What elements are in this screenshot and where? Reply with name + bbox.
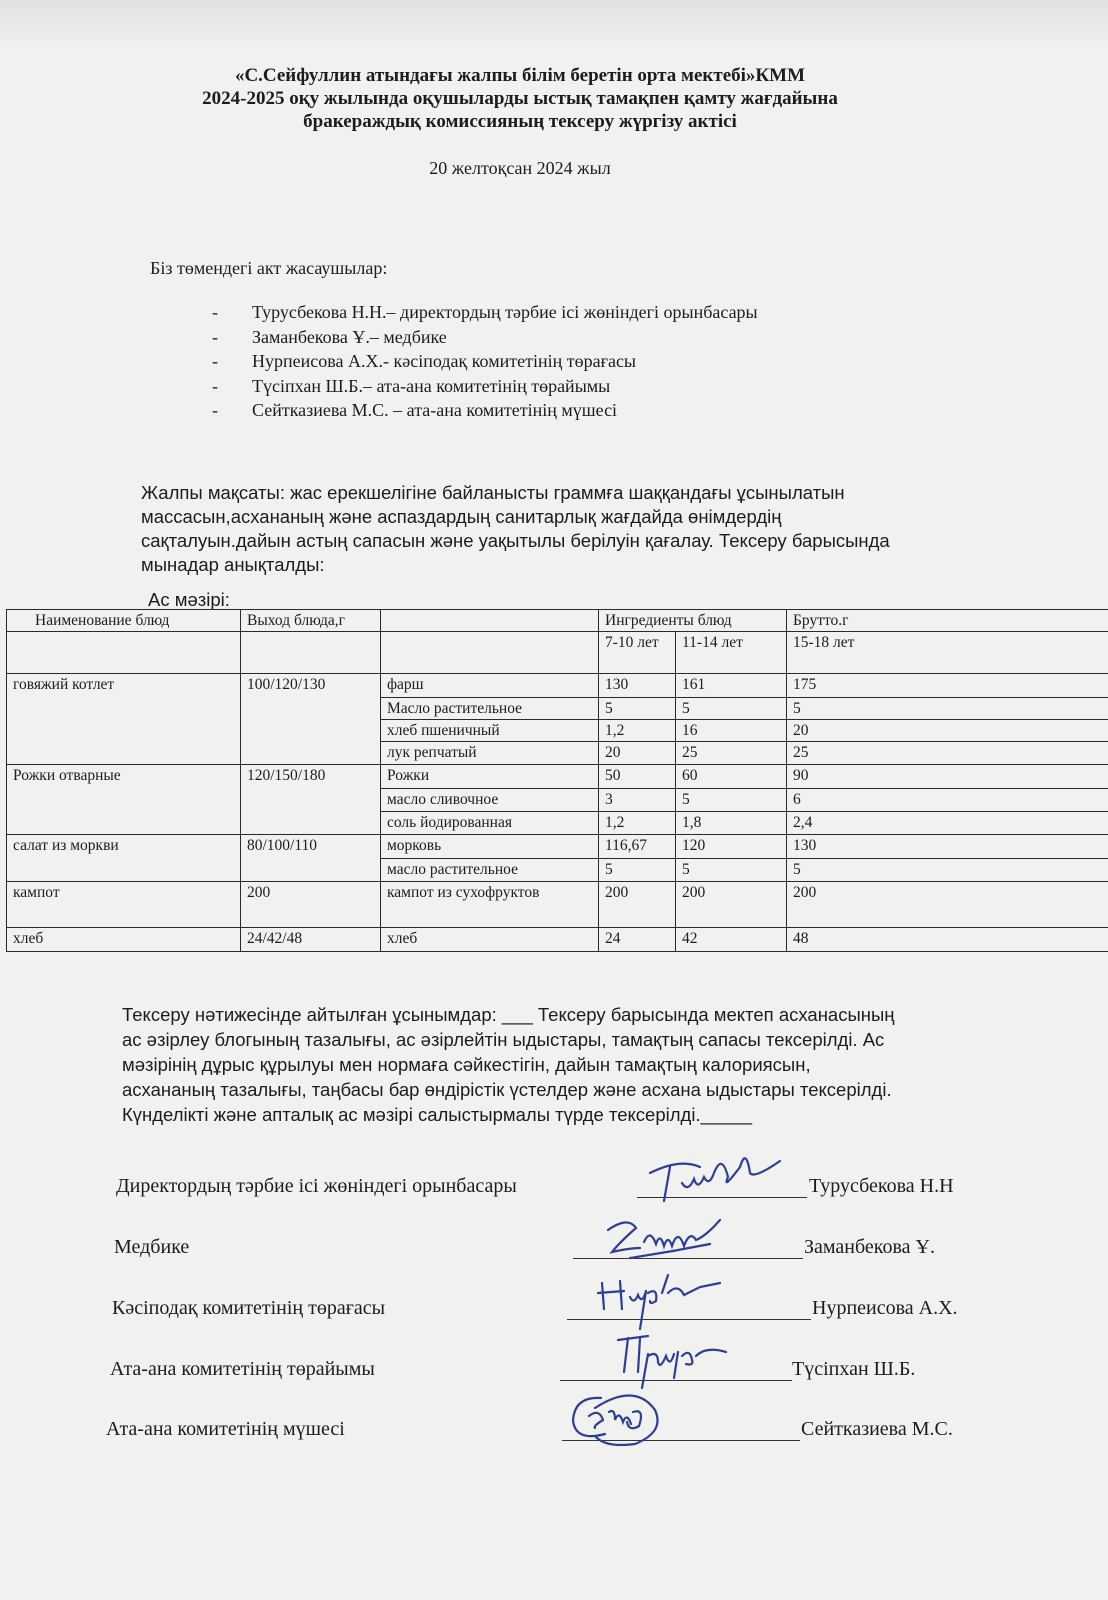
- signature-row: [0, 1236, 1108, 1276]
- signature-row: [0, 1358, 1108, 1398]
- brutto-15-18-cell: 175: [787, 674, 1108, 698]
- signer-name: Заманбекова Ұ.: [804, 1236, 935, 1258]
- brutto-11-14-cell: 1,8: [676, 812, 787, 835]
- signer-name: Түсіпхан Ш.Б.: [792, 1358, 916, 1380]
- header-ingredients: Ингредиенты блюд: [599, 610, 787, 632]
- ingredient-cell: Масло растительное: [381, 698, 599, 720]
- brutto-15-18-cell: 5: [787, 698, 1108, 720]
- brutto-15-18-cell: 25: [787, 742, 1108, 765]
- brutto-15-18-cell: 6: [787, 789, 1108, 812]
- school-name: «С.Сейфуллин атындағы жалпы білім беретін орта мектебі»КММ: [234, 65, 806, 86]
- brutto-15-18-cell: 5: [787, 859, 1108, 882]
- signer-name: Нурпеисова А.Х.: [812, 1297, 958, 1319]
- act-title-line: бракераждық комиссияның тексеру жүргізу актісі: [303, 111, 737, 132]
- brutto-7-10-cell: 1,2: [599, 812, 676, 835]
- list-item: - Сейтказиева М.С. – ата-ана комитетінің мүшесі: [212, 400, 618, 420]
- brutto-11-14-cell: 16: [676, 720, 787, 742]
- dish-name-cell: кампот: [7, 882, 241, 928]
- brutto-15-18-cell: 20: [787, 720, 1108, 742]
- list-item: - Нурпеисова А.Х.- кәсіподақ комитетінің төрағасы: [212, 351, 637, 371]
- header-brutto: Брутто.г: [787, 610, 1108, 632]
- dish-name-cell: говяжий котлет: [7, 674, 241, 765]
- intro-text: Біз төмендегі акт жасаушылар:: [150, 258, 388, 278]
- brutto-7-10-cell: 1,2: [599, 720, 676, 742]
- signer-role: Ата-ана комитетінің мүшесі: [106, 1418, 345, 1440]
- brutto-7-10-cell: 20: [599, 742, 676, 765]
- brutto-11-14-cell: 5: [676, 859, 787, 882]
- signer-role: Директордың тәрбие ісі жөніндегі орынбасары: [116, 1175, 517, 1197]
- brutto-11-14-cell: 5: [676, 698, 787, 720]
- table-row: [7, 765, 1108, 789]
- document-date: 20 желтоқсан 2024 жыл: [429, 158, 611, 178]
- table-header-row: [7, 632, 1108, 674]
- header-age-11-14: 11-14 лет: [676, 632, 787, 674]
- photo-shadow: [0, 0, 1108, 50]
- table-row: [7, 928, 1108, 952]
- header-age-15-18: 15-18 лет: [787, 632, 1108, 674]
- signature-row: [0, 1418, 1108, 1458]
- signer-role: Кәсіподақ комитетінің төрағасы: [112, 1297, 386, 1319]
- brutto-7-10-cell: 24: [599, 928, 676, 952]
- table-row: [7, 882, 1108, 928]
- brutto-11-14-cell: 120: [676, 835, 787, 859]
- ingredient-cell: соль йодированная: [381, 812, 599, 835]
- dish-yield-cell: 80/100/110: [241, 835, 381, 882]
- ingredient-cell: хлеб: [381, 928, 599, 952]
- table-header-row: [7, 610, 1108, 632]
- dish-yield-cell: 24/42/48: [241, 928, 381, 952]
- brutto-15-18-cell: 2,4: [787, 812, 1108, 835]
- signer-role: Ата-ана комитетінің төрайымы: [110, 1358, 375, 1380]
- signer-role: Медбике: [114, 1236, 190, 1258]
- brutto-7-10-cell: 200: [599, 882, 676, 928]
- brutto-15-18-cell: 48: [787, 928, 1108, 952]
- handwritten-signature: [565, 1386, 685, 1462]
- ingredient-cell: масло сливочное: [381, 789, 599, 812]
- brutto-15-18-cell: 90: [787, 765, 1108, 789]
- list-item: - Заманбекова Ұ.– медбике: [212, 326, 447, 347]
- brutto-11-14-cell: 25: [676, 742, 787, 765]
- header-dish: Наименование блюд: [7, 610, 241, 632]
- brutto-15-18-cell: 130: [787, 835, 1108, 859]
- menu-label: Ас мәзірі:: [148, 589, 230, 610]
- brutto-7-10-cell: 116,67: [599, 835, 676, 859]
- document-header: [110, 64, 930, 133]
- list-item: - Турусбекова Н.Н.– директордың тәрбие ісі жөніндегі орынбасары: [212, 302, 758, 322]
- brutto-11-14-cell: 42: [676, 928, 787, 952]
- ingredient-cell: морковь: [381, 835, 599, 859]
- ingredient-cell: хлеб пшеничный: [381, 720, 599, 742]
- ingredient-cell: фарш: [381, 674, 599, 698]
- brutto-7-10-cell: 3: [599, 789, 676, 812]
- dish-name-cell: хлеб: [7, 928, 241, 952]
- header-yield: Выход блюда,г: [241, 610, 381, 632]
- brutto-11-14-cell: 5: [676, 789, 787, 812]
- ingredient-cell: Рожки: [381, 765, 599, 789]
- dish-yield-cell: 100/120/130: [241, 674, 381, 765]
- dish-name-cell: Рожки отварные: [7, 765, 241, 835]
- table-row: [7, 835, 1108, 859]
- brutto-7-10-cell: 5: [599, 698, 676, 720]
- brutto-7-10-cell: 50: [599, 765, 676, 789]
- dish-yield-cell: 200: [241, 882, 381, 928]
- table-row: [7, 674, 1108, 698]
- brutto-7-10-cell: 130: [599, 674, 676, 698]
- header-age-7-10: 7-10 лет: [599, 632, 676, 674]
- dish-yield-cell: 120/150/180: [241, 765, 381, 835]
- ingredient-cell: кампот из сухофруктов: [381, 882, 599, 928]
- menu-table: [6, 609, 1108, 952]
- act-title-line: 2024-2025 оқу жылында оқушыларды ыстық тамақпен қамту жағдайына: [202, 88, 838, 109]
- dish-name-cell: салат из моркви: [7, 835, 241, 882]
- brutto-11-14-cell: 161: [676, 674, 787, 698]
- ingredient-cell: масло растительное: [381, 859, 599, 882]
- brutto-11-14-cell: 200: [676, 882, 787, 928]
- commission-members-list: [212, 302, 758, 425]
- purpose-paragraph: Жалпы мақсаты: жас ерекшелігіне байланысты граммға шаққандағы ұсынылатын массасын,асхананың және аспаздардың санитарлық жағдайда өнімдердің сақталуын.дайын астың сапасын және уақытылы берілуін қағалау. Тексеру барысында мынадар анықталды:: [141, 482, 890, 575]
- brutto-11-14-cell: 60: [676, 765, 787, 789]
- ingredient-cell: лук репчатый: [381, 742, 599, 765]
- conclusion-paragraph: Тексеру нәтижесінде айтылған ұсынымдар: ___ Тексеру барысында мектеп асханасының ас әзірлеу блогының тазалығы, ас әзірлейтін ыдыстары, тамақтың сапасы тексерілді. Ас мәзірінің дұрыс құрылуы мен нормаға сәйкестігін, дайын тамақтың калориясын, асхананың тазалығы, таңбасы бар өндірістік үстелдер және асхана ыдыстары тексерілді. Күнделікті және апталық ас мәзірі салыстырмалы түрде тексерілді._____: [122, 1004, 895, 1125]
- brutto-7-10-cell: 5: [599, 859, 676, 882]
- signer-name: Сейтказиева М.С.: [801, 1418, 953, 1440]
- signature-row: [0, 1297, 1108, 1337]
- signer-name: Турусбекова Н.Н: [809, 1175, 954, 1197]
- list-item: - Түсіпхан Ш.Б.– ата-ана комитетінің төрайымы: [212, 375, 611, 396]
- signature-row: [0, 1175, 1108, 1215]
- brutto-15-18-cell: 200: [787, 882, 1108, 928]
